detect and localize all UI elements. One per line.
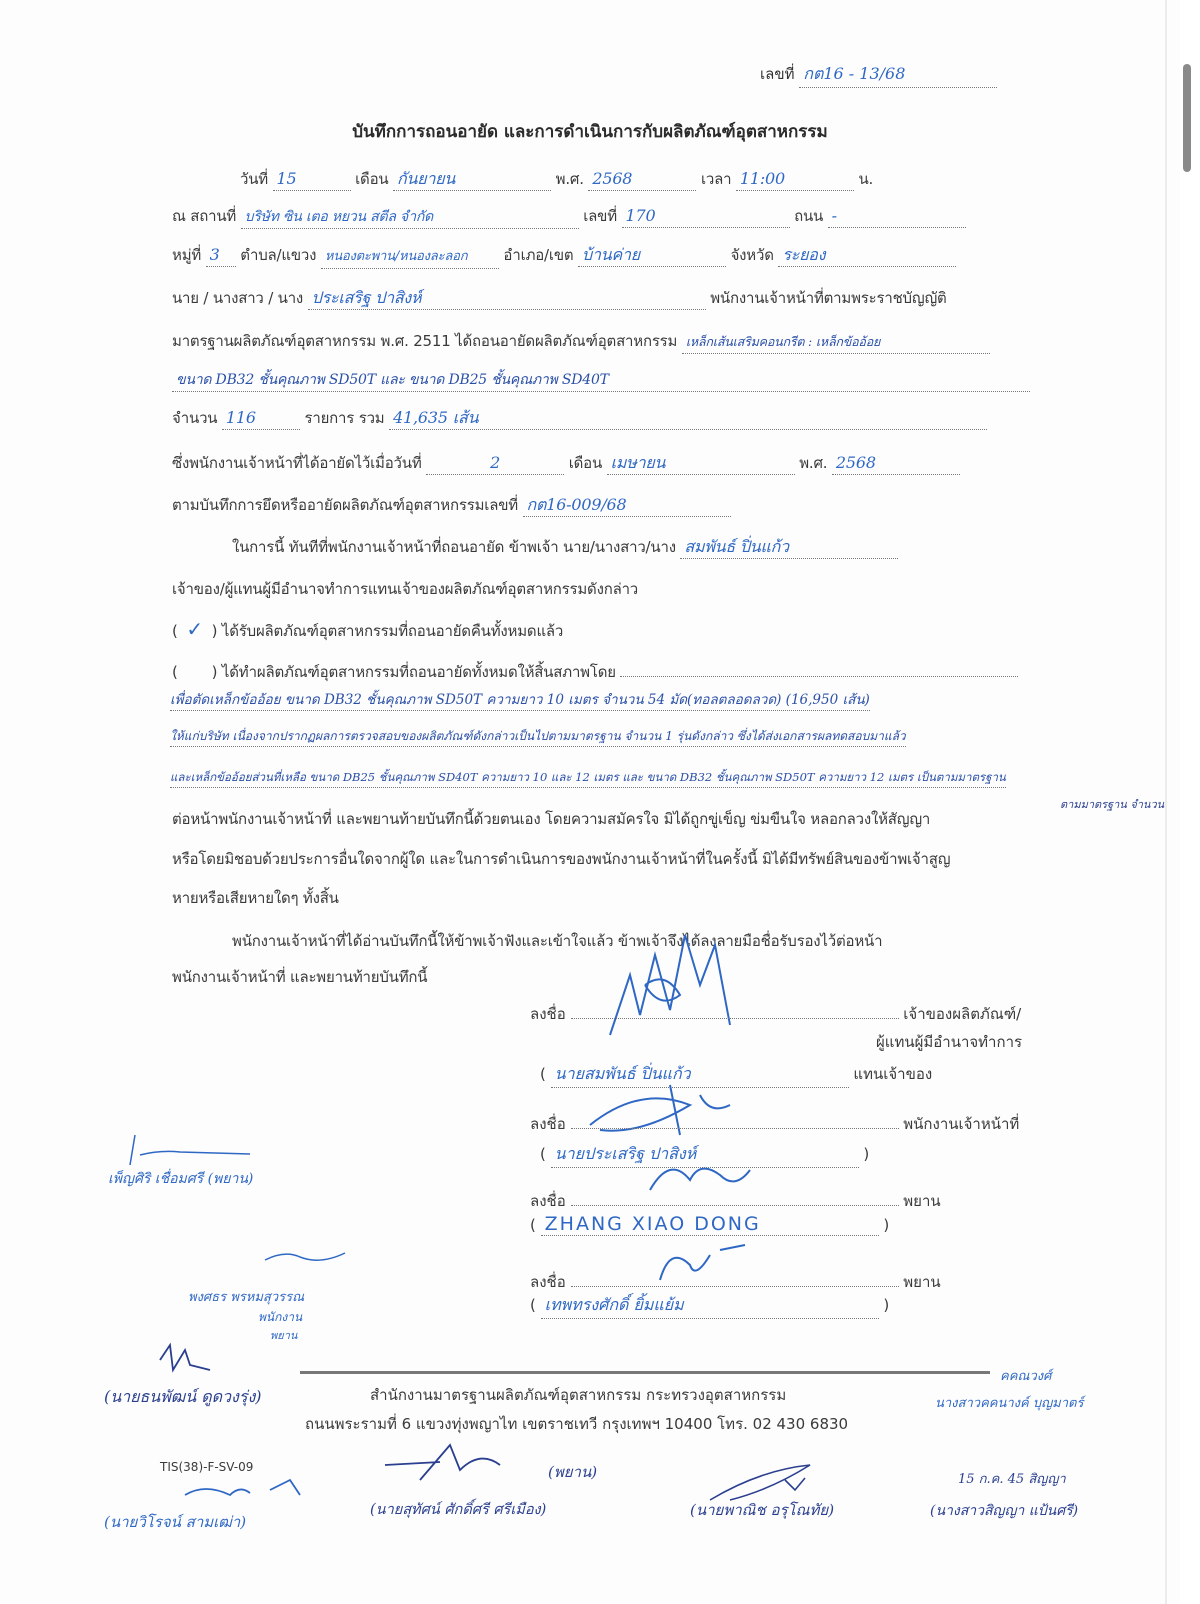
- seized-month-value: เมษายน: [607, 452, 795, 475]
- document-number: [760, 62, 997, 88]
- seized-day-value: 2: [426, 452, 564, 475]
- day-label: วันที่: [240, 170, 268, 188]
- bottom-2-signature-icon: [380, 1440, 550, 1490]
- officer-sign-role: พนักงานเจ้าหน้าที่: [903, 1115, 1020, 1133]
- footer-address: ถนนพระรามที่ 6 แขวงทุ่งพญาไท เขตราชเทวี กรุงเทพฯ 10400 โทร. 02 430 6830: [305, 1415, 849, 1433]
- seizure-ref-value: กต16-009/68: [523, 494, 731, 517]
- seized-year-label: พ.ศ.: [799, 454, 828, 472]
- owner-statement-line: [232, 536, 898, 559]
- month-value: กันยายน: [393, 168, 551, 191]
- handwritten-detail-3: และเหล็กข้ออ้อยส่วนที่เหลือ ขนาด DB25 ชั้นคุณภาพ SD40T ความยาว 10 และ 12 เมตร และ ขนาด DB32 ชั้นคุณภาพ SD50T ความยาว 12 เมตร เป็นตามมาตรฐาน: [170, 769, 1006, 788]
- witness-role: พยาน: [903, 1273, 941, 1291]
- items-label: รายการ: [304, 409, 355, 427]
- left-annotation-3-signature-icon: [155, 1340, 215, 1380]
- road-label: ถนน: [794, 207, 824, 225]
- year-label: พ.ศ.: [555, 170, 584, 188]
- sign-label: ลงชื่อ: [530, 1192, 566, 1210]
- total-label: รวม: [358, 409, 385, 427]
- option-received[interactable]: ( ✓ ) ได้รับผลิตภัณฑ์อุตสาหกรรมที่ถอนอายัดคืนทั้งหมดแล้ว: [172, 617, 564, 641]
- address-number-value: 170: [622, 205, 790, 228]
- bottom-annotation-1: (นายวิโรจน์ สามเฒ่า): [104, 1513, 247, 1531]
- read-statement-2: พนักงานเจ้าหน้าที่ และพยานท้ายบันทึกนี้: [172, 968, 428, 986]
- witness2-printed-name: เทพทรงศักดิ์ ยิ้มแย้ม: [541, 1293, 879, 1319]
- witness2-name-line: ( เทพทรงศักดิ์ ยิ้มแย้ม ): [530, 1293, 889, 1319]
- checkmark-icon[interactable]: ✓: [186, 617, 203, 641]
- owner-name: สมพันธ์ ปิ่นแก้ว: [680, 536, 898, 559]
- month-label: เดือน: [355, 170, 389, 188]
- count-value: 116: [222, 407, 300, 430]
- moo-value: 3: [206, 244, 236, 267]
- left-annotation-2-line2: พนักงาน: [258, 1310, 303, 1324]
- place-label: ณ สถานที่: [172, 207, 237, 225]
- page-edge: [1165, 0, 1167, 1604]
- left-annotation-signature-icon: [120, 1130, 270, 1170]
- district-value: บ้านค่าย: [578, 244, 726, 267]
- product-line: [172, 368, 1030, 392]
- option-received-label: ได้รับผลิตภัณฑ์อุตสาหกรรมที่ถอนอายัดคืนทั้งหมดแล้ว: [221, 622, 564, 640]
- product-line-1: เหล็กเส้นเสริมคอนกรีต : เหล็กข้ออ้อย: [682, 331, 990, 354]
- seizure-ref-line: [172, 494, 731, 517]
- act-line: [172, 330, 990, 354]
- officer-name-line: ( นายประเสริฐ ปาสิงห์ ): [540, 1142, 869, 1168]
- bottom-annotation-4: (นางสาวสิญญา แป้นศรี): [930, 1503, 1079, 1519]
- seized-date-label: ซึ่งพนักงานเจ้าหน้าที่ได้อายัดไว้เมื่อวันที่: [172, 454, 422, 472]
- declaration-line-2: หรือโดยมิชอบด้วยประการอื่นใดจากผู้ใด และในการดำเนินการของพนักงานเจ้าหน้าที่ในครั้งนี้ มิได้มีทรัพย์สินของข้าพเจ้าสูญ: [172, 850, 951, 868]
- declaration-line-1: ต่อหน้าพนักงานเจ้าหน้าที่ และพยานท้ายบันทึกนี้ด้วยตนเอง โดยความสมัครใจ มิได้ถูกขู่เข็ญ ข่มขืนใจ หลอกลวงให้สัญญา: [172, 810, 931, 828]
- time-value: 11:00: [736, 168, 854, 191]
- owner-role-2: ผู้แทนผู้มีอำนาจทำการ: [876, 1033, 1023, 1051]
- signature-field[interactable]: [571, 1187, 899, 1206]
- margin-note: ตามมาตรฐาน จำนวน: [1060, 798, 1165, 811]
- place-line: [172, 205, 966, 229]
- document-number-value: กต16 - 13/68: [799, 62, 997, 88]
- bottom-annotation-3: (นายพาณิช อรุโณทัย): [690, 1501, 835, 1519]
- officer-prefix-label: นาย / นางสาว / นาง: [172, 289, 304, 307]
- province-label: จังหวัด: [730, 246, 774, 264]
- subdistrict-label: ตำบล/แขวง: [240, 246, 317, 264]
- witness-role: พยาน: [903, 1192, 941, 1210]
- total-value: 41,635 เส้น: [389, 407, 987, 430]
- seized-month-label: เดือน: [568, 454, 603, 472]
- right-annotation-1: นางสาวคคนางค์ บุญมาตร์: [935, 1396, 1084, 1411]
- option-destroyed-label: ได้ทำผลิตภัณฑ์อุตสาหกรรมที่ถอนอายัดทั้งหมดให้สิ้นสภาพโดย: [221, 663, 616, 681]
- left-annotation-2-signature-icon: [260, 1245, 350, 1270]
- option-destroyed[interactable]: ( ) ได้ทำผลิตภัณฑ์อุตสาหกรรมที่ถอนอายัดทั้งหมดให้สิ้นสภาพโดย: [172, 658, 1018, 683]
- document-number-label: เลขที่: [760, 65, 795, 83]
- sign-label: ลงชื่อ: [530, 1115, 566, 1133]
- footer-org: สำนักงานมาตรฐานผลิตภัณฑ์อุตสาหกรรม กระทรวงอุตสาหกรรม: [370, 1386, 787, 1404]
- owner-role-3: แทนเจ้าของ: [853, 1065, 933, 1083]
- day-value: 15: [273, 168, 351, 191]
- witness2-signature-line: [530, 1268, 941, 1294]
- date-line: [240, 168, 873, 191]
- year-value: 2568: [588, 168, 696, 191]
- bottom-annotation-2: (นายสุทัศน์ ศักดิ์ศรี ศรีเมือง): [370, 1502, 547, 1518]
- bottom-1-signature-icon: [180, 1475, 330, 1505]
- officer-role: พนักงานเจ้าหน้าที่ตามพระราชบัญญัติ: [710, 289, 947, 307]
- signature-field[interactable]: [571, 1268, 899, 1287]
- seizure-ref-label: ตามบันทึกการยึดหรืออายัดผลิตภัณฑ์อุตสาหกรรมเลขที่: [172, 496, 518, 514]
- left-annotation-3: (นายธนพัฒน์ ดูดวงรุ่ง): [104, 1387, 262, 1406]
- signature-field[interactable]: [571, 1110, 899, 1129]
- owner-statement-continuation: เจ้าของ/ผู้แทนผู้มีอำนาจทำการแทนเจ้าของผลิตภัณฑ์อุตสาหกรรมดังกล่าว: [172, 580, 639, 598]
- left-annotation-1: เพ็ญศิริ เชื่อมศรี (พยาน): [108, 1171, 254, 1187]
- product-line-2: ขนาด DB32 ชั้นคุณภาพ SD50T และ ขนาด DB25 ชั้นคุณภาพ SD40T: [172, 369, 1030, 392]
- area-line: [172, 244, 956, 269]
- vertical-scrollbar[interactable]: [1183, 64, 1191, 172]
- signature-field[interactable]: [571, 1000, 899, 1019]
- left-annotation-2-line3: พยาน: [270, 1329, 298, 1342]
- subdistrict-value: หนองตะพาน/หนองละลอก: [321, 246, 499, 269]
- moo-label: หมู่ที่: [172, 246, 202, 264]
- time-suffix: น.: [858, 170, 874, 188]
- sign-label: ลงชื่อ: [530, 1005, 566, 1023]
- address-number-label: เลขที่: [583, 207, 617, 225]
- owner-printed-name: นายสมพันธ์ ปิ่นแก้ว: [551, 1062, 849, 1088]
- officer-printed-name: นายประเสริฐ ปาสิงห์: [551, 1142, 859, 1168]
- page-title: บันทึกการถอนอายัด และการดำเนินการกับผลิตภัณฑ์อุตสาหกรรม: [352, 122, 828, 142]
- witness1-printed-name: ZHANG XIAO DONG: [541, 1213, 879, 1236]
- footer-divider: [300, 1371, 990, 1374]
- option-destroyed-field: [620, 658, 1018, 677]
- owner-role: เจ้าของผลิตภัณฑ์/: [903, 1005, 1022, 1023]
- act-text: มาตรฐานผลิตภัณฑ์อุตสาหกรรม พ.ศ. 2511 ได้ถอนอายัดผลิตภัณฑ์อุตสาหกรรม: [172, 332, 678, 350]
- witness1-name-line: ( ZHANG XIAO DONG ): [530, 1213, 890, 1235]
- officer-name: ประเสริฐ ปาสิงห์: [308, 287, 706, 310]
- bottom-annotation-4-top: 15 ก.ค. 45 สิญญา: [958, 1472, 1066, 1487]
- right-annotation-top: คคณวงศ์: [1000, 1369, 1052, 1384]
- province-value: ระยอง: [778, 244, 956, 267]
- seized-year-value: 2568: [832, 452, 960, 475]
- seized-date-line: [172, 452, 960, 475]
- officer-line: [172, 287, 947, 310]
- left-annotation-2: พงศธร พรหมสุวรรณ: [188, 1290, 305, 1305]
- road-value: -: [828, 205, 966, 228]
- place-value: บริษัท ซิน เตอ หยวน สตีล จำกัด: [241, 206, 579, 229]
- owner-name-line: ( นายสมพันธ์ ปิ่นแก้ว แทนเจ้าของ: [540, 1062, 932, 1088]
- quantity-line: [172, 407, 987, 430]
- handwritten-detail-2: ให้แก่บริษัท เนื่องจากปรากฏผลการตรวจสอบของผลิตภัณฑ์ดังกล่าวเป็นไปตามมาตรฐาน จำนวน 1 รุ่นดังกล่าว ซึ่งได้ส่งเอกสารผลทดสอบมาแล้ว: [170, 727, 906, 747]
- owner-statement-text: ในการนี้ ทันทีที่พนักงานเจ้าหน้าที่ถอนอายัด ข้าพเจ้า นาย/นางสาว/นาง: [232, 538, 676, 556]
- count-label: จำนวน: [172, 409, 218, 427]
- witness1-signature-line: [530, 1187, 941, 1213]
- bottom-annotation-2-top: (พยาน): [548, 1463, 598, 1481]
- owner-signature-line: [530, 1000, 1021, 1026]
- time-label: เวลา: [700, 170, 732, 188]
- sign-label: ลงชื่อ: [530, 1273, 566, 1291]
- read-statement-1: พนักงานเจ้าหน้าที่ได้อ่านบันทึกนี้ให้ข้าพเจ้าฟังและเข้าใจแล้ว ข้าพเจ้าจึงได้ลงลายมือชื่อรับรองไว้ต่อหน้า: [232, 932, 883, 950]
- form-code: TIS(38)-F-SV-09: [160, 1460, 254, 1474]
- declaration-line-3: หายหรือเสียหายใดๆ ทั้งสิ้น: [172, 889, 339, 907]
- officer-signature-line: [530, 1110, 1019, 1136]
- handwritten-detail-1: เพื่อตัดเหล็กข้ออ้อย ขนาด DB32 ชั้นคุณภาพ SD50T ความยาว 10 เมตร จำนวน 54 มัด(ทอลตลอดลวด) (16,950 เส้น): [170, 688, 870, 711]
- district-label: อำเภอ/เขต: [503, 246, 574, 264]
